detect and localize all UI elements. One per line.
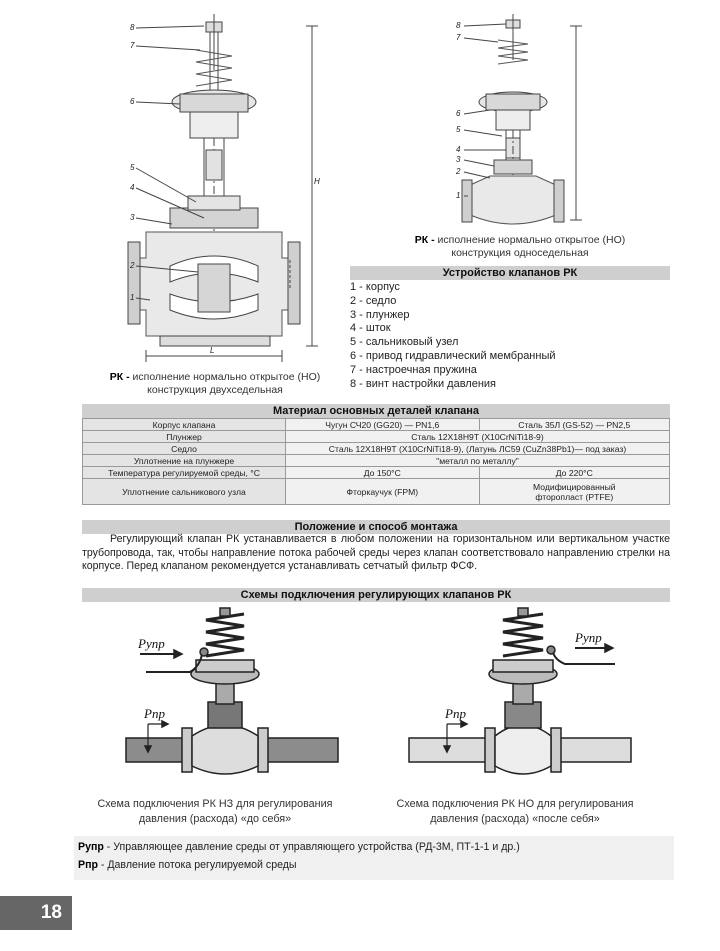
table-cell: Сталь 12Х18Н9Т (X10CrNiTi18-9), (Латунь ЛС59 (CuZn38Pb1)— под заказ)	[286, 443, 670, 455]
callout-1: 1	[456, 191, 461, 200]
legend-term: Pупр	[78, 841, 104, 853]
left-drawing-caption	[100, 371, 330, 397]
table-row	[83, 467, 670, 479]
materials-table	[82, 418, 670, 505]
callout-1: 1	[130, 293, 135, 302]
scheme-nc-caption	[80, 797, 350, 827]
dimension-l: L	[210, 346, 215, 355]
caption-line2: конструкция односедельная	[451, 247, 589, 259]
legend-term: Pпр	[78, 859, 98, 871]
list-item: 5 - сальниковый узел	[350, 336, 459, 349]
callout-4: 4	[130, 183, 135, 192]
list-item: 7 - настроечная пружина	[350, 363, 477, 376]
caption-prefix: РК -	[109, 371, 130, 383]
callout-3: 3	[456, 155, 461, 164]
list-item: 2 - седло	[350, 294, 397, 307]
p-ctrl-label: Pупр	[138, 636, 165, 651]
scheme-nc-diagram	[120, 604, 340, 784]
right-drawing-caption	[405, 234, 635, 260]
callout-2: 2	[130, 261, 135, 270]
caption-line1: Схема подключения РК НО для регулирования	[396, 798, 634, 810]
valve-drawing-two-seat	[100, 10, 340, 370]
parts-list	[350, 281, 670, 391]
dimension-h: H	[314, 177, 320, 186]
materials-section-title: Материал основных деталей клапана	[82, 404, 670, 418]
list-item: 1 - корпус	[350, 281, 400, 293]
legend-p-flow	[78, 858, 672, 873]
caption-line1: исполнение нормально открытое (НО)	[132, 371, 321, 383]
callout-5: 5	[130, 163, 135, 172]
legend-definition: - Управляющее давление среды от управляющего устройства (РД-3М, ПТ-1-1 и др.)	[106, 841, 520, 853]
cell-line: фторопласт (PTFE)	[535, 491, 614, 502]
caption-line2: конструкция двухседельная	[147, 384, 283, 396]
table-cell: Сталь 35Л (GS-52) — PN2,5	[479, 419, 669, 431]
mounting-text: Регулирующий клапан РК устанавливается в любом положении на горизонтальном или вертикальном участке трубопровода, так, чтобы направление потока рабочей среды через клапан соответствовало направлению стрелки на корпусе. Перед клапаном рекомендуется устанавливать сетчатый фильтр ФСФ.	[82, 533, 670, 573]
table-row	[83, 455, 670, 467]
row-label: Корпус клапана	[83, 419, 286, 431]
p-flow-label: Pпр	[144, 706, 165, 721]
legend-p-ctrl	[78, 840, 672, 855]
callout-6: 6	[456, 109, 461, 118]
callout-3: 3	[130, 213, 135, 222]
schemes-section-title: Схемы подключения регулирующих клапанов РК	[82, 588, 670, 602]
callout-2: 2	[456, 167, 461, 176]
page-number: 18	[0, 896, 72, 930]
table-cell: "металл по металлу"	[286, 455, 670, 467]
callout-8: 8	[456, 21, 461, 30]
callout-7: 7	[130, 41, 135, 50]
table-cell: Фторкаучук (FPM)	[286, 479, 480, 505]
caption-prefix: РК -	[414, 234, 435, 246]
scheme-no-diagram	[405, 604, 635, 784]
device-section-title: Устройство клапанов РК	[350, 266, 670, 280]
caption-line1: Схема подключения РК НЗ для регулирования	[97, 798, 333, 810]
table-cell: До 220°С	[479, 467, 669, 479]
list-item: 3 - плунжер	[350, 308, 410, 321]
cell-line: Модифицированный	[533, 481, 616, 492]
mounting-paragraph	[82, 533, 670, 574]
row-label: Плунжер	[83, 431, 286, 443]
callout-7: 7	[456, 33, 461, 42]
caption-line2: давления (расхода) «до себя»	[138, 813, 292, 825]
table-cell: До 150°С	[286, 467, 480, 479]
table-row	[83, 443, 670, 455]
table-cell: Сталь 12Х18Н9Т (X10CrNiTi18-9)	[286, 431, 670, 443]
p-ctrl-label: Pупр	[575, 630, 602, 645]
row-label: Седло	[83, 443, 286, 455]
callout-6: 6	[130, 97, 135, 106]
table-cell	[479, 479, 669, 505]
legend-definition: - Давление потока регулируемой среды	[100, 859, 297, 871]
row-label: Уплотнение сальникового узла	[83, 479, 286, 505]
row-label: Уплотнение на плунжере	[83, 455, 286, 467]
list-item: 8 - винт настройки давления	[350, 377, 497, 390]
callout-5: 5	[456, 125, 461, 134]
mounting-section-title: Положение и способ монтажа	[82, 520, 670, 534]
table-row	[83, 419, 670, 431]
table-cell: Чугун СЧ20 (GG20) — PN1,6	[286, 419, 480, 431]
table-row	[83, 431, 670, 443]
caption-line2: давления (расхода) «после себя»	[430, 813, 600, 825]
valve-drawing-single-seat	[450, 10, 600, 230]
list-item: 6 - привод гидравлический мембранный	[350, 349, 556, 362]
caption-line1: исполнение нормально открытое (НО)	[437, 234, 626, 246]
table-row	[83, 479, 670, 505]
callout-8: 8	[130, 23, 135, 32]
callout-4: 4	[456, 145, 461, 154]
p-flow-label: Pпр	[445, 706, 466, 721]
row-label: Температура регулируемой среды, °С	[83, 467, 286, 479]
list-item: 4 - шток	[350, 322, 391, 335]
scheme-no-caption	[380, 797, 650, 827]
